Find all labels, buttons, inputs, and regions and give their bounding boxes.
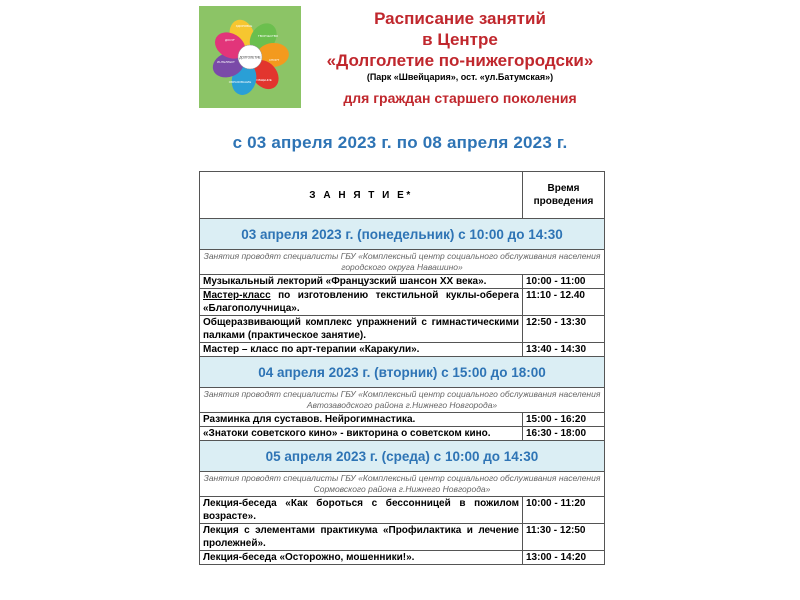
day-row [200,219,605,250]
activity-name: Лекция с элементами практикума «Профилактика и лечение пролежней». [200,524,523,551]
day-row [200,441,605,472]
activity-time: 15:00 - 16:20 [523,413,605,427]
logo-petal-label: ОБРАЗОВАНИЕ [228,80,252,84]
title-line-3: «Долголетие по-нижегородски» [326,51,594,70]
table-row [200,343,605,357]
organizer-row [200,250,605,275]
schedule-table [199,171,605,565]
column-header-time: Время проведения [523,172,605,219]
activity-name: Лекция-беседа «Осторожно, мошенники!». [200,551,523,565]
title-line-1: Расписание занятий [374,9,546,28]
organizer-note: Занятия проводят специалисты ГБУ «Комплексный центр социального обслуживания населения Сормовского района г.Нижнего Новгорода» [200,472,605,497]
table-row [200,551,605,565]
activity-name: Музыкальный лекторий «Французский шансон XX века». [200,275,523,289]
activity-name: Разминка для суставов. Нейрогимнастика. [200,413,523,427]
schedule-period: с 03 апреля 2023 г. по 08 апреля 2023 г. [232,133,568,152]
table-row [200,275,605,289]
activity-time: 10:00 - 11:00 [523,275,605,289]
table-row [200,289,605,316]
activity-name: Общеразвивающий комплекс упражнений с гимнастическими палками (практическое занятие). [200,316,523,343]
organizer-row [200,388,605,413]
logo-center-text: ДОЛГОЛЕТИЕ [239,55,261,60]
table-row [200,524,605,551]
activity-time: 10:00 - 11:20 [523,497,605,524]
logo-petal-label: ДОСУГ [225,38,235,42]
activity-time: 11:10 - 12.40 [523,289,605,316]
table-row [200,413,605,427]
day-heading: 03 апреля 2023 г. (понедельник) с 10:00 до 14:30 [200,219,605,250]
organizer-note: Занятия проводят специалисты ГБУ «Комплексный центр социального обслуживания населения Автозаводского района г.Нижнего Новгорода» [200,388,605,413]
flower-logo-graphic [199,6,301,108]
logo-petal-label: ИНТЕЛЛЕКТ [217,60,235,64]
table-header-row [200,172,605,219]
organizer-note: Занятия проводят специалисты ГБУ «Комплексный центр социального обслуживания населения городского округа Навашино» [200,250,605,275]
activity-name: «Знатоки советского кино» - викторина о советском кино. [200,427,523,441]
activity-time: 13:40 - 14:30 [523,343,605,357]
title-line-2: в Центре [422,30,498,49]
activity-name: Лекция-беседа «Как бороться с бессонницей в пожилом возрасте». [200,497,523,524]
day-row [200,357,605,388]
activity-name: Мастер – класс по арт-терапии «Каракули». [200,343,523,357]
activity-time: 11:30 - 12:50 [523,524,605,551]
table-row [200,497,605,524]
logo-petal-label: ТВОРЧЕСТВО [257,34,279,38]
table-row [200,427,605,441]
table-row [200,316,605,343]
activity-name [200,289,523,316]
activity-time: 12:50 - 13:30 [523,316,605,343]
activity-time: 13:00 - 14:20 [523,551,605,565]
day-heading: 05 апреля 2023 г. (среда) с 10:00 до 14:30 [200,441,605,472]
logo-petal-label: ОБЩЕНИЕ [256,78,272,82]
document-header [320,8,600,107]
activity-time: 16:30 - 18:00 [523,427,605,441]
activity-name-rest: по изготовлению текстильной куклы-оберега «Благополучница». [203,290,519,314]
logo-petal-label: ЗДОРОВЬЕ [235,24,253,28]
activity-name-prefix: Мастер-класс [203,290,271,301]
day-heading: 04 апреля 2023 г. (вторник) с 15:00 до 18:00 [200,357,605,388]
audience-line: для граждан старшего поколения [343,90,577,106]
center-logo [199,6,301,108]
logo-petal-label: СПОРТ [268,58,280,62]
organizer-row [200,472,605,497]
location-subtitle: (Парк «Швейцария», ост. «ул.Батумская») [366,72,554,82]
column-header-activity: З А Н Я Т И Е* [200,172,523,219]
